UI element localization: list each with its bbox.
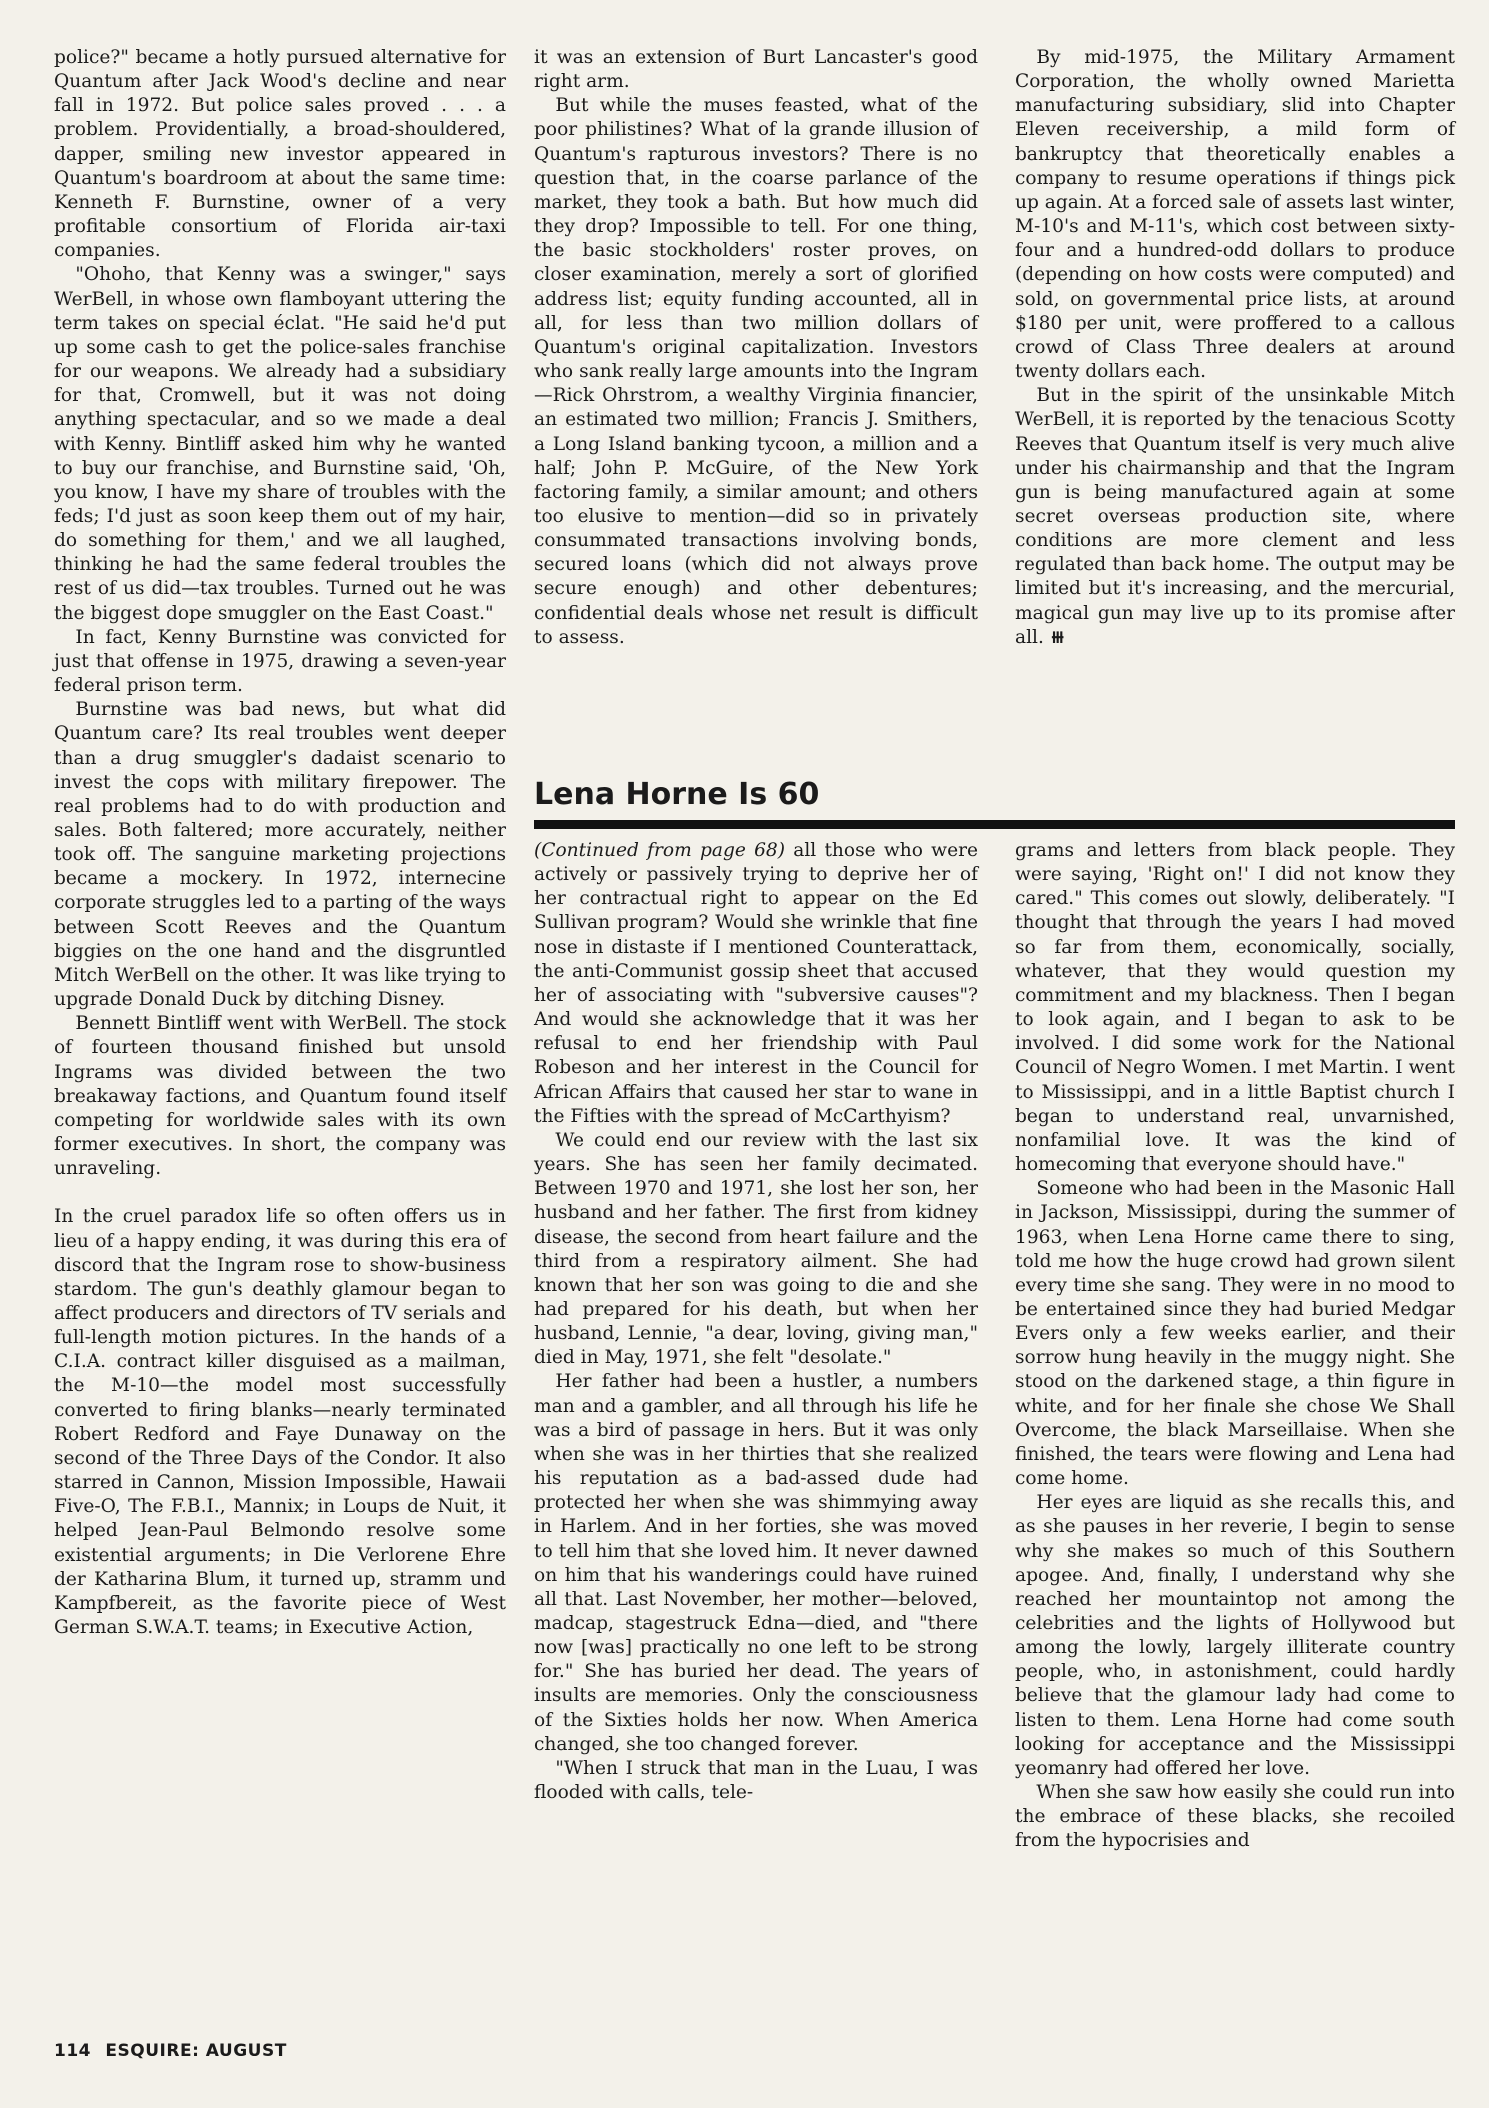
paragraph-text: But in the spirit of the unsinkable Mitch WerBell, it is reported by the tenacious Scotty Reeves that Quantum itself is very much alive under his chairmanship and that the Ingram gun is being manufactured again at some secret overseas production site, where conditions are more clement and less regulated than back home. The output may be limited but it's increasing, and the mercurial, magical gun may live up to its promise after all. [1015, 385, 1455, 648]
paragraph: Her eyes are liquid as she recalls this, and as she pauses in her reverie, I begin to sense why she makes so much of this Southern apogee. And, finally, I understand why she reached her mountaintop not among the celebrities and the lights of Hollywood but among the lowly, largely illiterate country people, who, in astonishment, could hardly believe that the glamour lady had come to listen to them. Lena Horne had come south looking for acceptance and the Mississippi yeomanry had offered her love. [1015, 1492, 1455, 1779]
column-4 [534, 839, 978, 1805]
paragraph: "Ohoho, that Kenny was a swinger," says WerBell, in whose own flamboyant uttering the term takes on special éclat. "He said he'd put up some cash to get the police-sales franchise for our weapons. We already had a subsidiary for that, Cromwell, but it was not doing anything spectacular, and so we made a deal with Kenny. Bintliff asked him why he wanted to buy our franchise, and Burnstine said, 'Oh, you know, I have my share of troubles with the feds; I'd just as soon keep them out of my hair, do something for them,' and we all laughed, thinking he had the same federal troubles the rest of us did—tax troubles. Turned out he was the biggest dope smuggler on the East Coast." [54, 264, 506, 624]
paragraph [534, 839, 978, 1129]
column-3 [1015, 46, 1455, 650]
paragraph: When she saw how easily she could run into the embrace of these blacks, she recoiled from the hypocrisies and [1015, 1782, 1455, 1852]
paragraph: grams and letters from black people. They were saying, 'Right on!' I did not know they cared." This comes out slowly, deliberately. "I thought that through the years I had moved so far from them, economically, socially, whatever, that they would question my commitment and my blackness. Then I began to look again, and I began to ask to be involved. I did some work for the National Council of Negro Women. I met Martin. I went to Mississippi, and in a little Baptist church I began to understand real, unvarnished, nonfamilial love. It was the kind of homecoming that everyone should have." [1015, 840, 1455, 1176]
continued-from-note: (Continued from page 68) [534, 840, 786, 861]
column-5 [1015, 839, 1455, 1854]
paragraph: But while the muses feasted, what of the poor philistines? What of la grande illusion of Quantum's rapturous investors? There is no question that, in the coarse parlance of the market, they took a bath. But how much did they drop? Impossible to tell. For one thing, the basic stockholders' roster proves, on closer examination, merely a sort of glorified address list; equity funding accounted, all in all, for less than two million dollars of Quantum's original capitalization. Investors who sank really large amounts into the Ingram—Rick Ohrstrom, a wealthy Virginia financier, an estimated two million; Francis J. Smithers, a Long Island banking tycoon, a million and a half; John P. McGuire, of the New York factoring family, a similar amount; and others too elusive to mention—did so in privately consummated transactions involving bonds, secured loans (which did not always prove secure enough) and other debentures; confidential deals whose net result is difficult to assess. [534, 95, 978, 648]
paragraph: In the cruel paradox life so often offers us in lieu of a happy ending, it was during this era of discord that the Ingram rose to show-business stardom. The gun's deathly glamour began to affect producers and directors of TV serials and full-length motion pictures. In the hands of a C.I.A. contract killer disguised as a mailman, the M-10—the model most successfully converted to firing blanks—nearly terminated Robert Redford and Faye Dunaway on the second of the Three Days of the Condor. It also starred in Cannon, Mission Impossible, Hawaii Five-O, The F.B.I., Mannix; in Loups de Nuit, it helped Jean-Paul Belmondo resolve some existential arguments; in Die Verlorene Ehre der Katharina Blum, it turned up, stramm und Kampfbereit, as the favorite piece of West German S.W.A.T. teams; in Executive Action, [54, 1206, 506, 1638]
page-footer [54, 2041, 287, 2061]
end-mark-icon: ⧻ [1049, 626, 1066, 648]
paragraph-text: all those who were actively or passively trying to deprive her of her contractual right to appear on the Ed Sullivan program? Would she wrinkle that fine nose in distaste if I mentioned Counterattack, the anti-Communist gossip sheet that accused her of associating with "subversive causes"? And would she acknowledge that it was her refusal to end her friendship with Paul Robeson and her interest in the Council for African Affairs that caused her star to wane in the Fifties with the spread of McCarthyism? [534, 840, 978, 1127]
paragraph: it was an extension of Burt Lancaster's good right arm. [534, 47, 978, 93]
magazine-name: ESQUIRE: AUGUST [105, 2041, 287, 2061]
column-2 [534, 46, 978, 650]
column-1 [54, 46, 506, 1640]
paragraph: In fact, Kenny Burnstine was convicted for just that offense in 1975, drawing a seven-year federal prison term. [54, 626, 506, 697]
headline-rule [534, 820, 1455, 829]
paragraph [1015, 384, 1455, 650]
page-number: 114 [54, 2041, 91, 2061]
paragraph: "When I struck that man in the Luau, I was flooded with calls, tele- [534, 1757, 978, 1804]
article-headline: Lena Horne Is 60 [534, 777, 820, 812]
paragraph: Bennett Bintliff went with WerBell. The stock of fourteen thousand finished but unsold Ingrams was divided between the two breakaway factions, and Quantum found itself competing for worldwide sales with its own former executives. In short, the company was unraveling. [54, 1013, 506, 1180]
paragraph: We could end our review with the last six years. She has seen her family decimated. Between 1970 and 1971, she lost her son, her husband and her father. The first from kidney disease, the second from heart failure and the third from a respiratory ailment. She had known that her son was going to die and she had prepared for his death, but when her husband, Lennie, "a dear, loving, giving man," died in May, 1971, she felt "desolate." [534, 1129, 978, 1369]
paragraph: By mid-1975, the Military Armament Corporation, the wholly owned Marietta manufacturing subsidiary, slid into Chapter Eleven receivership, a mild form of bankruptcy that theoretically enables a company to resume operations if things pick up again. At a forced sale of assets last winter, M-10's and M-11's, which cost between sixty-four and a hundred-odd dollars to produce (depending on how costs were computed) and sold, on governmental price lists, at around $180 per unit, were proffered to a callous crowd of Class Three dealers at around twenty dollars each. [1015, 47, 1455, 383]
paragraph: Someone who had been in the Masonic Hall in Jackson, Mississippi, during the summer of 1963, when Lena Horne came there to sing, told me how the huge crowd had grown silent every time she sang. They were in no mood to be entertained since they had buried Medgar Evers only a few weeks earlier, and their sorrow hung heavily in the muggy night. She stood on the darkened stage, a thin figure in white, and for her finale she chose We Shall Overcome, the black Marseillaise. When she finished, the tears were flowing and Lena had come home. [1015, 1178, 1455, 1490]
paragraph: Her father had been a hustler, a numbers man and a gambler, and all through his life he was a bird of passage in hers. But it was only when she was in her thirties that she realized his reputation as a bad-assed dude had protected her when she was shimmying away in Harlem. And in her forties, she was moved to tell him that she loved him. It never dawned on him that his wanderings could have ruined all that. Last November, her mother—beloved, madcap, stagestruck Edna—died, and "there now [was] practically no one left to be strong for." She has buried her dead. The years of insults are memories. Only the consciousness of the Sixties holds her now. When America changed, she too changed forever. [534, 1371, 978, 1755]
paragraph: Burnstine was bad news, but what did Quantum care? Its real troubles went deeper than a drug smuggler's dadaist scenario to invest the cops with military firepower. The real problems had to do with production and sales. Both faltered; more accurately, neither took off. The sanguine marketing projections became a mockery. In 1972, internecine corporate struggles led to a parting of the ways between Scott Reeves and the Quantum biggies on the one hand and the disgruntled Mitch WerBell on the other. It was like trying to upgrade Donald Duck by ditching Disney. [54, 699, 506, 1011]
paragraph: police?" became a hotly pursued alternative for Quantum after Jack Wood's decline and near fall in 1972. But police sales proved . . . a problem. Providentially, a broad-shouldered, dapper, smiling new investor appeared in Quantum's boardroom at about the same time: Kenneth F. Burnstine, owner of a very profitable consortium of Florida air-taxi companies. [54, 47, 506, 262]
